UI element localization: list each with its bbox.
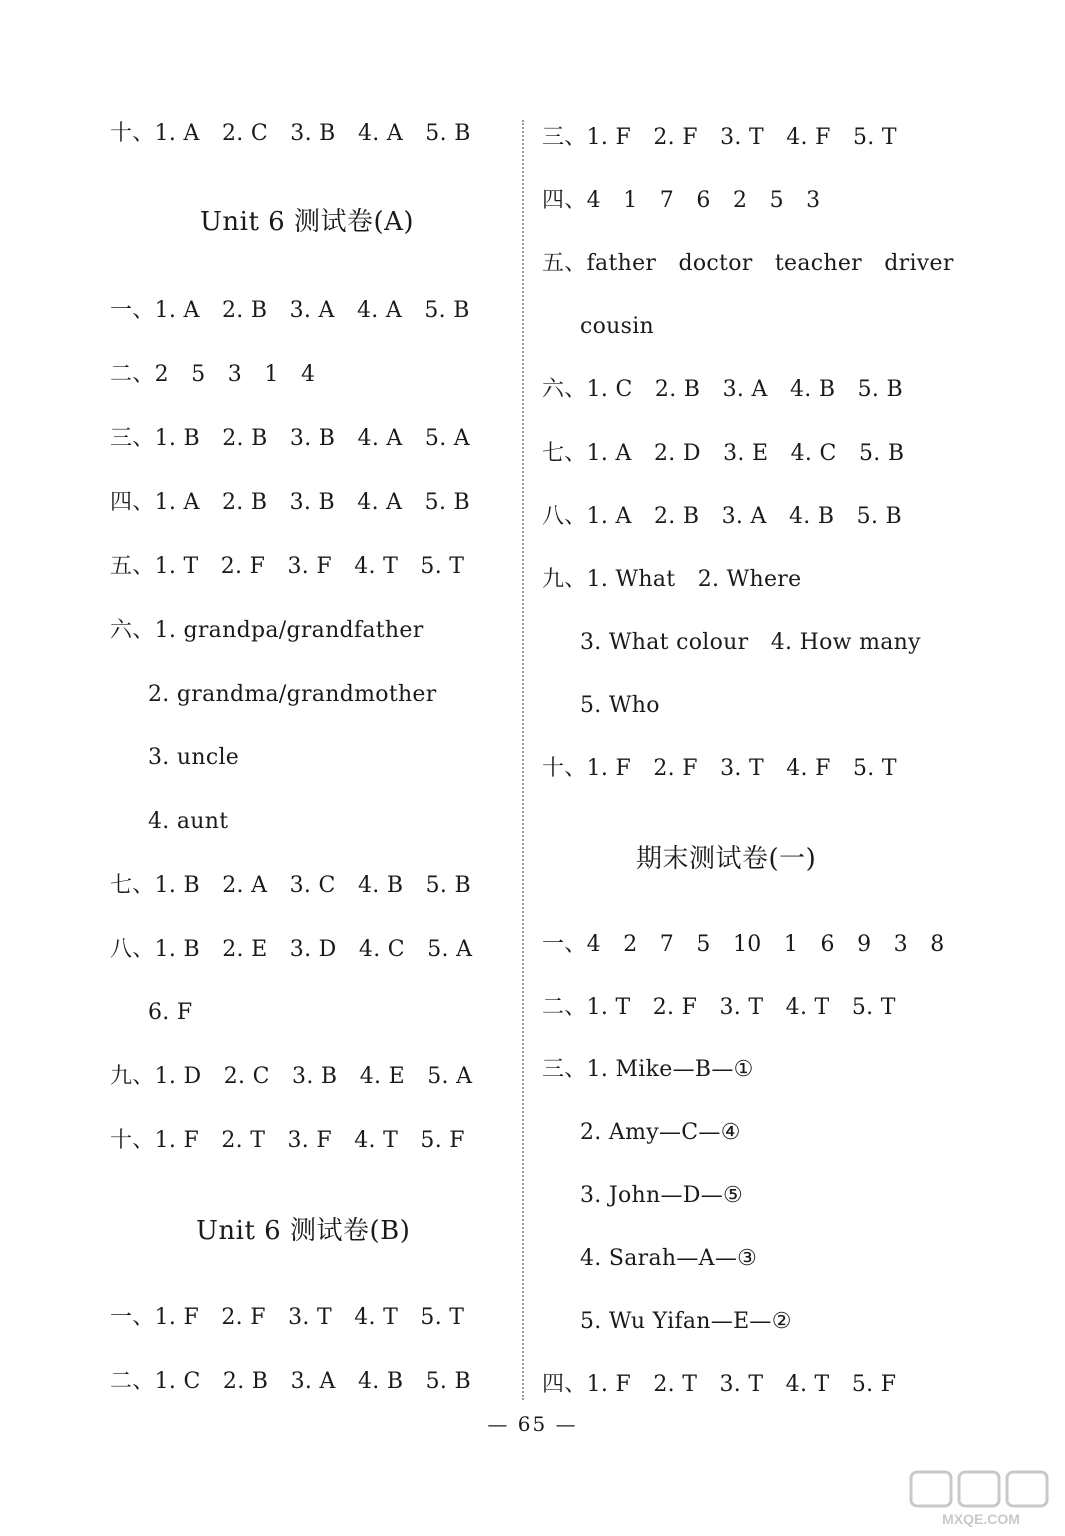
answer-line-right-f4: 四、1. F 2. T 3. T 4. T 5. F [542,1372,897,1397]
answer-line-right-f3-5: 5. Wu Yifan—E—② [580,1309,792,1334]
answer-line-right-f1: 一、4 2 7 5 10 1 6 9 3 8 [542,932,945,957]
page-number: — 65 — [487,1412,578,1436]
answer-line-right-f3: 三、1. Mike—B—① [542,1057,754,1082]
answer-line-right-8: 八、1. A 2. B 3. A 4. B 5. B [542,504,902,529]
answer-line-left-1: 一、1. A 2. B 3. A 4. A 5. B [110,298,470,323]
answer-line-left-4: 四、1. A 2. B 3. B 4. A 5. B [110,490,470,515]
answer-line-right-f3-2: 2. Amy—C—④ [580,1120,741,1145]
answer-line-left-6-4: 4. aunt [148,809,229,834]
answer-line-left-3: 三、1. B 2. B 3. B 4. A 5. A [110,426,470,451]
answer-line-left-6-2: 2. grandma/grandmother [148,682,437,707]
answer-line-right-f2: 二、1. T 2. F 3. T 4. T 5. T [542,995,896,1020]
answer-line-right-7: 七、1. A 2. D 3. E 4. C 5. B [542,441,905,466]
answer-line-right-4: 四、4 1 7 6 2 5 3 [542,188,821,213]
section-heading-final-exam: 期末测试卷(一) [636,844,817,874]
section-heading-unit6a: Unit 6 测试卷(A) [200,207,415,237]
answer-line-right-6: 六、1. C 2. B 3. A 4. B 5. B [542,377,903,402]
answer-line-right-5: 五、father doctor teacher driver [542,251,954,276]
answer-line-right-f3-4: 4. Sarah—A—③ [580,1246,758,1271]
answer-line-left-5: 五、1. T 2. F 3. F 4. T 5. T [110,554,465,579]
answer-line-left-6-3: 3. uncle [148,745,240,770]
answer-line-left-6: 六、1. grandpa/grandfather [110,618,424,643]
watermark-logo-icon [907,1468,1057,1530]
watermark-text: MXQE.COM [942,1511,1020,1527]
answer-line-left-8: 八、1. B 2. E 3. D 4. C 5. A [110,937,473,962]
section-heading-unit6b: Unit 6 测试卷(B) [196,1216,411,1246]
answer-line-right-9: 九、1. What 2. Where [542,567,802,592]
answer-line-left-b2: 二、1. C 2. B 3. A 4. B 5. B [110,1369,471,1394]
answer-line-left-b1: 一、1. F 2. F 3. T 4. T 5. T [110,1305,465,1330]
answer-line-right-3: 三、1. F 2. F 3. T 4. F 5. T [542,125,897,150]
answer-line-right-9-3: 3. What colour 4. How many [580,630,921,655]
answer-line-left-10b: 十、1. F 2. T 3. F 4. T 5. F [110,1128,465,1153]
answer-line-left-10: 十、1. A 2. C 3. B 4. A 5. B [110,121,471,146]
column-divider [522,120,524,1400]
answer-line-right-9-5: 5. Who [580,693,660,718]
answer-line-left-8-6: 6. F [148,1000,193,1025]
answer-line-right-f3-3: 3. John—D—⑤ [580,1183,744,1208]
answer-line-right-5-cont: cousin [580,314,655,339]
answer-line-right-10: 十、1. F 2. F 3. T 4. F 5. T [542,756,897,781]
answer-line-left-9: 九、1. D 2. C 3. B 4. E 5. A [110,1064,473,1089]
answer-line-left-2: 二、2 5 3 1 4 [110,362,316,387]
answer-line-left-7: 七、1. B 2. A 3. C 4. B 5. B [110,873,471,898]
